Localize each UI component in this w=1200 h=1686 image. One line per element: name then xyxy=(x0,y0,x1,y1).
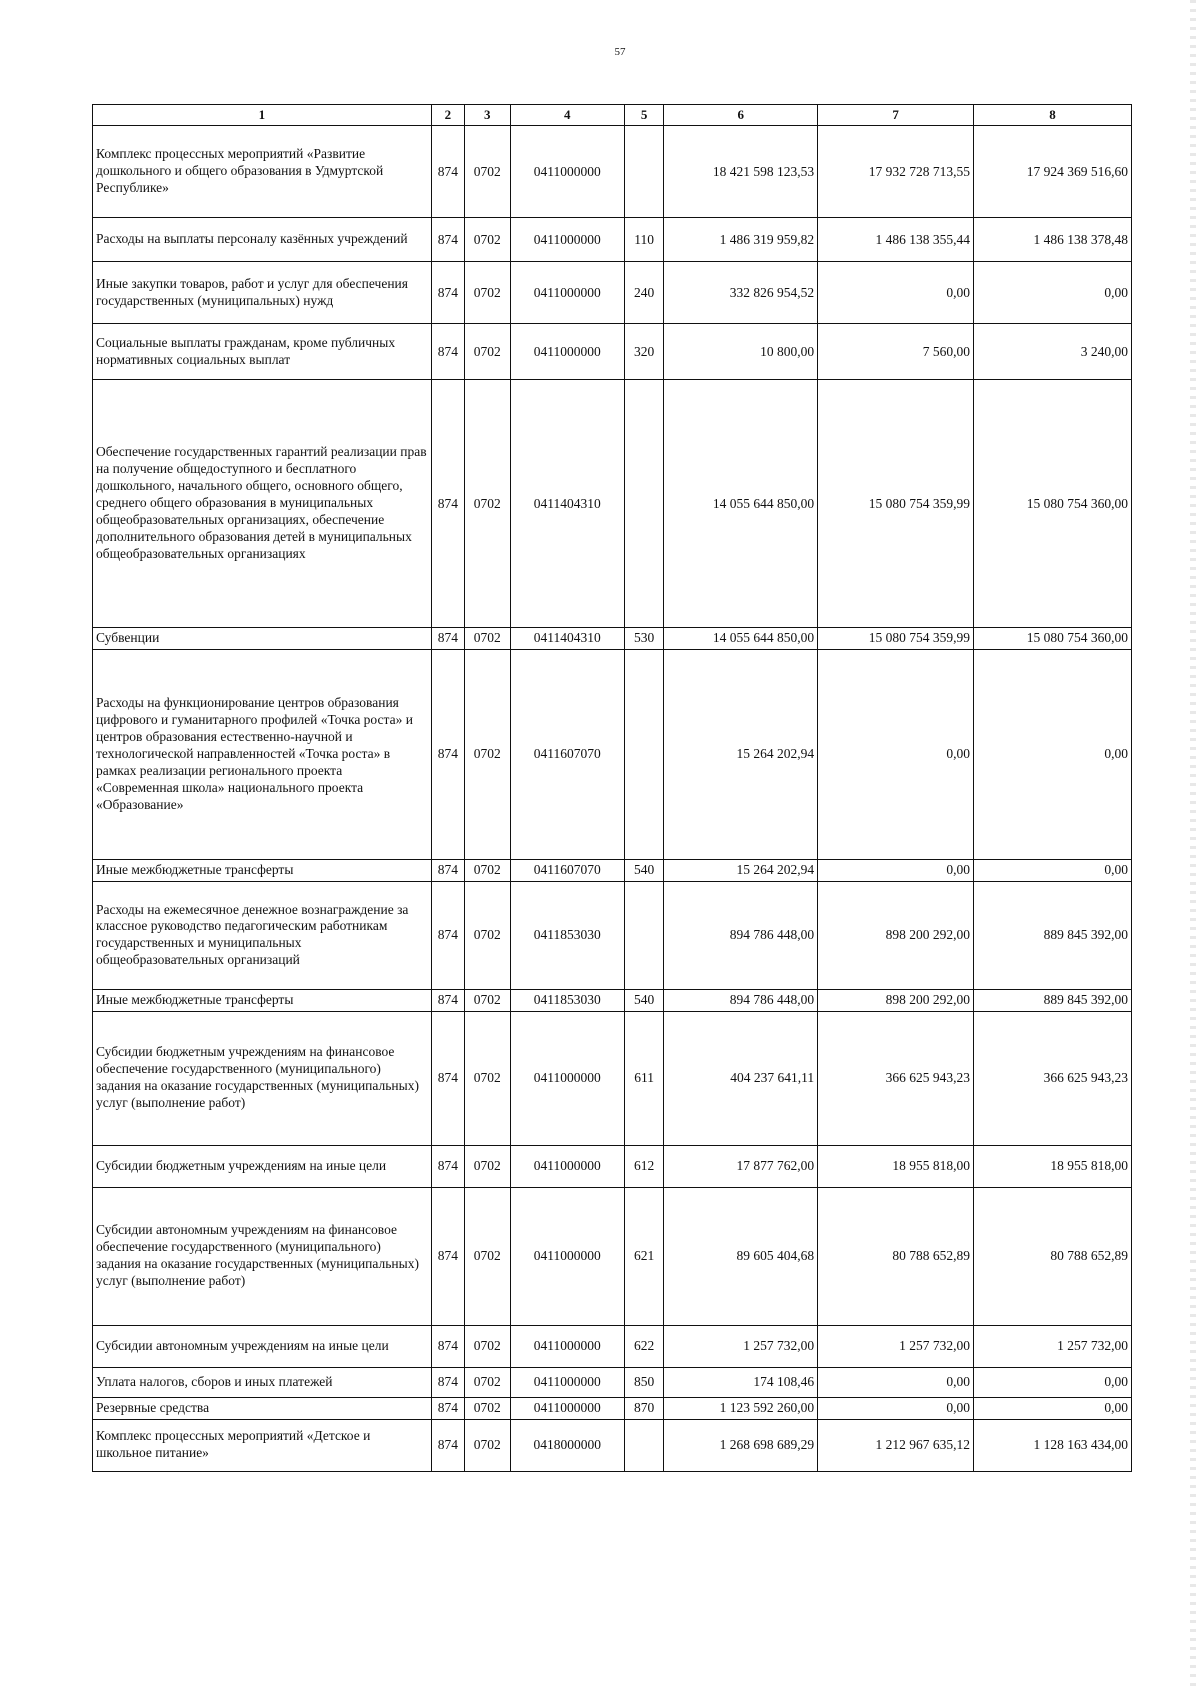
row-value-8: 15 080 754 360,00 xyxy=(974,380,1132,628)
row-code-4: 0411000000 xyxy=(510,1011,624,1145)
row-value-6: 1 257 732,00 xyxy=(664,1325,818,1367)
table-row xyxy=(93,1419,1132,1471)
row-code-4: 0411000000 xyxy=(510,218,624,262)
row-name: Комплекс процессных мероприятий «Развитие дошкольного и общего образования в Удмуртской Республике» xyxy=(93,126,432,218)
row-value-7: 0,00 xyxy=(818,1397,974,1419)
row-code-3: 0702 xyxy=(464,1187,510,1325)
row-value-7: 0,00 xyxy=(818,262,974,324)
row-value-6: 14 055 644 850,00 xyxy=(664,380,818,628)
row-code-4: 0411607070 xyxy=(510,649,624,859)
header-col-8: 8 xyxy=(974,105,1132,126)
row-value-7: 7 560,00 xyxy=(818,324,974,380)
row-value-7: 0,00 xyxy=(818,859,974,881)
table-row xyxy=(93,989,1132,1011)
row-value-8: 889 845 392,00 xyxy=(974,989,1132,1011)
row-code-3: 0702 xyxy=(464,218,510,262)
row-code-5: 110 xyxy=(624,218,663,262)
row-code-5: 240 xyxy=(624,262,663,324)
row-value-6: 15 264 202,94 xyxy=(664,859,818,881)
row-code-5: 621 xyxy=(624,1187,663,1325)
row-value-8: 0,00 xyxy=(974,649,1132,859)
row-code-3: 0702 xyxy=(464,380,510,628)
row-value-8: 0,00 xyxy=(974,1367,1132,1397)
budget-table xyxy=(92,104,1132,1472)
row-name: Обеспечение государственных гарантий реализации прав на получение общедоступного и бесплатного дошкольного, начального общего, основного общего, среднего общего образования в муниципальных общеобразовательных организациях, обеспечение дополнительного образования детей в муниципальных общеобразовательных организациях xyxy=(93,380,432,628)
row-code-4: 0411000000 xyxy=(510,324,624,380)
row-value-8: 3 240,00 xyxy=(974,324,1132,380)
row-value-7: 80 788 652,89 xyxy=(818,1187,974,1325)
row-code-4: 0411000000 xyxy=(510,1367,624,1397)
row-value-6: 89 605 404,68 xyxy=(664,1187,818,1325)
row-name: Субсидии бюджетным учреждениям на иные цели xyxy=(93,1145,432,1187)
row-code-2: 874 xyxy=(431,380,464,628)
row-code-3: 0702 xyxy=(464,1367,510,1397)
table-row xyxy=(93,262,1132,324)
header-row xyxy=(93,105,1132,126)
row-value-6: 174 108,46 xyxy=(664,1367,818,1397)
row-value-6: 14 055 644 850,00 xyxy=(664,628,818,650)
table-row xyxy=(93,1011,1132,1145)
row-value-6: 404 237 641,11 xyxy=(664,1011,818,1145)
scan-edge-artifact xyxy=(1190,0,1196,1686)
row-code-5 xyxy=(624,881,663,989)
row-name: Комплекс процессных мероприятий «Детское и школьное питание» xyxy=(93,1419,432,1471)
row-value-7: 898 200 292,00 xyxy=(818,989,974,1011)
row-value-6: 332 826 954,52 xyxy=(664,262,818,324)
row-value-6: 1 123 592 260,00 xyxy=(664,1397,818,1419)
row-code-3: 0702 xyxy=(464,649,510,859)
row-code-4: 0411000000 xyxy=(510,1187,624,1325)
table-row xyxy=(93,126,1132,218)
table-row xyxy=(93,1367,1132,1397)
table-row xyxy=(93,1187,1132,1325)
row-code-3: 0702 xyxy=(464,1145,510,1187)
header-col-7: 7 xyxy=(818,105,974,126)
row-value-8: 0,00 xyxy=(974,1397,1132,1419)
row-name: Субсидии автономным учреждениям на иные цели xyxy=(93,1325,432,1367)
table-row xyxy=(93,1145,1132,1187)
row-code-4: 0411404310 xyxy=(510,628,624,650)
row-code-2: 874 xyxy=(431,1145,464,1187)
row-code-3: 0702 xyxy=(464,1397,510,1419)
row-code-5: 612 xyxy=(624,1145,663,1187)
table-row xyxy=(93,324,1132,380)
row-code-3: 0702 xyxy=(464,859,510,881)
row-code-5: 611 xyxy=(624,1011,663,1145)
row-value-7: 17 932 728 713,55 xyxy=(818,126,974,218)
table-row xyxy=(93,628,1132,650)
row-value-8: 0,00 xyxy=(974,859,1132,881)
row-value-6: 10 800,00 xyxy=(664,324,818,380)
row-value-8: 366 625 943,23 xyxy=(974,1011,1132,1145)
row-code-4: 0411000000 xyxy=(510,1397,624,1419)
row-name: Социальные выплаты гражданам, кроме публичных нормативных социальных выплат xyxy=(93,324,432,380)
row-value-7: 0,00 xyxy=(818,1367,974,1397)
row-value-8: 0,00 xyxy=(974,262,1132,324)
row-code-3: 0702 xyxy=(464,324,510,380)
row-code-3: 0702 xyxy=(464,1419,510,1471)
row-code-5 xyxy=(624,380,663,628)
row-code-4: 0418000000 xyxy=(510,1419,624,1471)
row-value-7: 15 080 754 359,99 xyxy=(818,380,974,628)
row-code-5: 540 xyxy=(624,989,663,1011)
row-code-2: 874 xyxy=(431,1325,464,1367)
row-value-8: 1 257 732,00 xyxy=(974,1325,1132,1367)
row-value-7: 1 486 138 355,44 xyxy=(818,218,974,262)
row-code-5 xyxy=(624,649,663,859)
row-name: Уплата налогов, сборов и иных платежей xyxy=(93,1367,432,1397)
header-col-4: 4 xyxy=(510,105,624,126)
row-code-4: 0411000000 xyxy=(510,1145,624,1187)
row-code-3: 0702 xyxy=(464,262,510,324)
row-code-4: 0411000000 xyxy=(510,126,624,218)
row-value-6: 17 877 762,00 xyxy=(664,1145,818,1187)
table-row xyxy=(93,859,1132,881)
row-value-7: 366 625 943,23 xyxy=(818,1011,974,1145)
row-code-4: 0411404310 xyxy=(510,380,624,628)
row-code-4: 0411000000 xyxy=(510,262,624,324)
row-name: Субсидии бюджетным учреждениям на финансовое обеспечение государственного (муниципального) задания на оказание государственных (муниципальных) услуг (выполнение работ) xyxy=(93,1011,432,1145)
row-name: Иные межбюджетные трансферты xyxy=(93,989,432,1011)
table-row xyxy=(93,649,1132,859)
row-code-5 xyxy=(624,1419,663,1471)
row-code-4: 0411607070 xyxy=(510,859,624,881)
row-value-7: 15 080 754 359,99 xyxy=(818,628,974,650)
table-row xyxy=(93,881,1132,989)
row-value-8: 1 128 163 434,00 xyxy=(974,1419,1132,1471)
row-code-5: 320 xyxy=(624,324,663,380)
row-code-3: 0702 xyxy=(464,881,510,989)
row-name: Субсидии автономным учреждениям на финансовое обеспечение государственного (муниципального) задания на оказание государственных (муниципальных) услуг (выполнение работ) xyxy=(93,1187,432,1325)
row-name: Субвенции xyxy=(93,628,432,650)
row-name: Расходы на ежемесячное денежное вознаграждение за классное руководство педагогическим работникам государственных и муниципальных общеобразовательных организаций xyxy=(93,881,432,989)
row-code-5 xyxy=(624,126,663,218)
row-value-8: 80 788 652,89 xyxy=(974,1187,1132,1325)
header-col-6: 6 xyxy=(664,105,818,126)
row-value-7: 1 257 732,00 xyxy=(818,1325,974,1367)
row-code-3: 0702 xyxy=(464,126,510,218)
row-code-2: 874 xyxy=(431,881,464,989)
row-value-6: 15 264 202,94 xyxy=(664,649,818,859)
row-code-3: 0702 xyxy=(464,628,510,650)
row-name: Расходы на функционирование центров образования цифрового и гуманитарного профилей «Точка роста» и центров образования естественно-научной и технологической направленностей «Точка роста» в рамках реализации регионального проекта «Современная школа» национального проекта «Образование» xyxy=(93,649,432,859)
row-value-7: 1 212 967 635,12 xyxy=(818,1419,974,1471)
header-col-3: 3 xyxy=(464,105,510,126)
row-code-5: 530 xyxy=(624,628,663,650)
row-code-2: 874 xyxy=(431,1187,464,1325)
row-name: Иные межбюджетные трансферты xyxy=(93,859,432,881)
row-value-6: 894 786 448,00 xyxy=(664,881,818,989)
table-row xyxy=(93,1325,1132,1367)
table-row xyxy=(93,380,1132,628)
row-code-2: 874 xyxy=(431,1419,464,1471)
row-code-2: 874 xyxy=(431,324,464,380)
row-code-3: 0702 xyxy=(464,1325,510,1367)
row-code-2: 874 xyxy=(431,649,464,859)
row-code-2: 874 xyxy=(431,218,464,262)
row-value-8: 18 955 818,00 xyxy=(974,1145,1132,1187)
row-code-3: 0702 xyxy=(464,989,510,1011)
row-code-2: 874 xyxy=(431,1367,464,1397)
row-value-7: 18 955 818,00 xyxy=(818,1145,974,1187)
header-col-5: 5 xyxy=(624,105,663,126)
table-row xyxy=(93,1397,1132,1419)
row-code-4: 0411853030 xyxy=(510,881,624,989)
row-code-2: 874 xyxy=(431,262,464,324)
header-col-1: 1 xyxy=(93,105,432,126)
row-value-8: 1 486 138 378,48 xyxy=(974,218,1132,262)
row-code-2: 874 xyxy=(431,126,464,218)
row-name: Расходы на выплаты персоналу казённых учреждений xyxy=(93,218,432,262)
row-code-4: 0411000000 xyxy=(510,1325,624,1367)
row-value-7: 0,00 xyxy=(818,649,974,859)
row-value-6: 1 268 698 689,29 xyxy=(664,1419,818,1471)
page-number: 57 xyxy=(614,46,626,58)
row-code-2: 874 xyxy=(431,1397,464,1419)
row-value-8: 17 924 369 516,60 xyxy=(974,126,1132,218)
row-code-5: 850 xyxy=(624,1367,663,1397)
row-code-3: 0702 xyxy=(464,1011,510,1145)
row-code-2: 874 xyxy=(431,989,464,1011)
row-code-2: 874 xyxy=(431,859,464,881)
row-code-4: 0411853030 xyxy=(510,989,624,1011)
row-value-8: 889 845 392,00 xyxy=(974,881,1132,989)
row-value-7: 898 200 292,00 xyxy=(818,881,974,989)
row-value-6: 18 421 598 123,53 xyxy=(664,126,818,218)
row-value-8: 15 080 754 360,00 xyxy=(974,628,1132,650)
row-name: Иные закупки товаров, работ и услуг для обеспечения государственных (муниципальных) нужд xyxy=(93,262,432,324)
row-name: Резервные средства xyxy=(93,1397,432,1419)
row-code-2: 874 xyxy=(431,628,464,650)
row-code-2: 874 xyxy=(431,1011,464,1145)
row-code-5: 540 xyxy=(624,859,663,881)
row-code-5: 870 xyxy=(624,1397,663,1419)
row-code-5: 622 xyxy=(624,1325,663,1367)
header-col-2: 2 xyxy=(431,105,464,126)
row-value-6: 894 786 448,00 xyxy=(664,989,818,1011)
table-row xyxy=(93,218,1132,262)
row-value-6: 1 486 319 959,82 xyxy=(664,218,818,262)
